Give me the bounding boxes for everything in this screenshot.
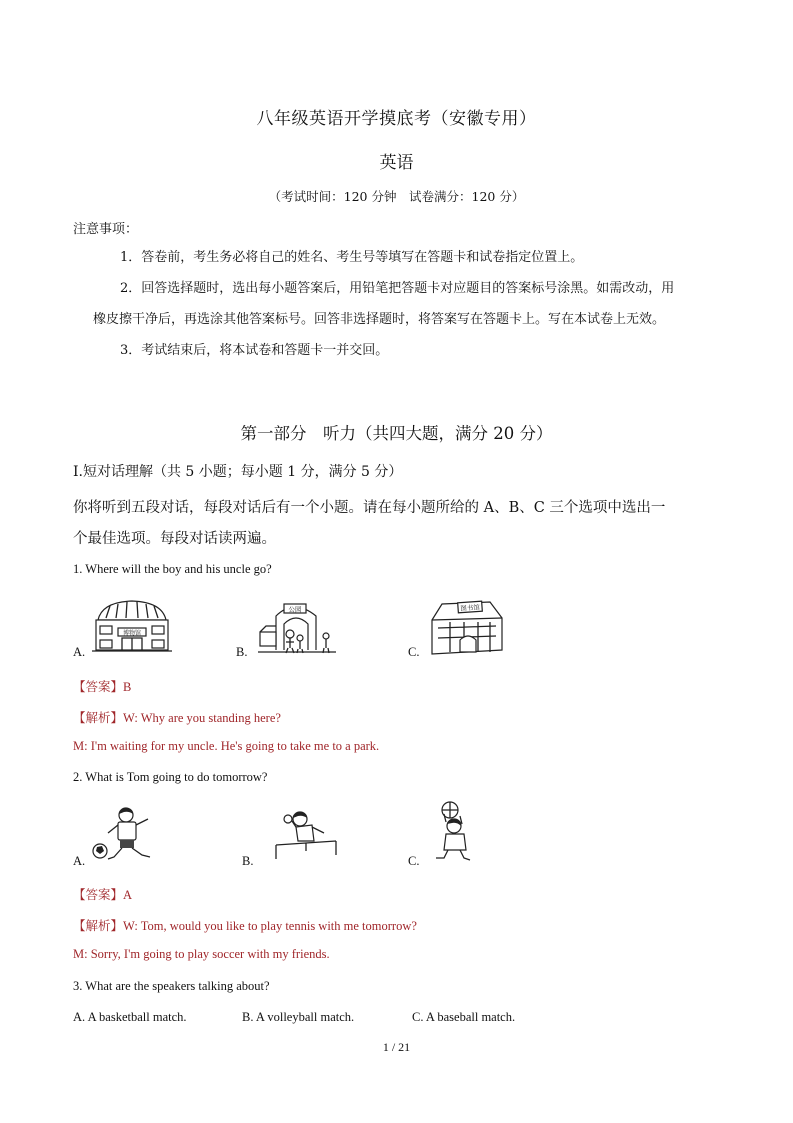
- library-building-icon: [428, 598, 506, 656]
- question-2-prompt: 2. What is Tom going to do tomorrow?: [73, 770, 268, 784]
- q3-option-b: B. A volleyball match.: [242, 1010, 355, 1024]
- boy-playing-table-tennis-icon: [272, 805, 340, 863]
- analysis-tag: 【解析】: [73, 711, 124, 725]
- answer-value: A: [123, 888, 133, 902]
- notice-item-2-line-2: 橡皮擦干净后，再选涂其他答案标号。回答非选择题时，将答案写在答题卡上。写在本试卷上无效。: [93, 312, 666, 327]
- notice-heading: 注意事项：: [73, 222, 139, 237]
- notice-item-3: 3．考试结束后，将本试卷和答题卡一并交回。: [120, 343, 389, 358]
- library-sign-text: 图书馆: [460, 603, 481, 613]
- notice-item-2-line-1: 2．回答选择题时，选出每小题答案后，用铅笔把答题卡对应题目的答案标号涂黑。如需改动，用: [120, 281, 675, 296]
- museum-sign-text: 博物馆: [122, 630, 142, 637]
- question-3-prompt: 3. What are the speakers talking about?: [73, 979, 270, 993]
- q1-analysis-line-2: M: I'm waiting for my uncle. He's going to take me to a park.: [73, 739, 380, 753]
- answer-value: B: [123, 680, 132, 694]
- q2-answer: [73, 885, 132, 903]
- museum-building-icon: [92, 598, 172, 654]
- q1-answer: [73, 677, 131, 695]
- q2-option-b-label: B.: [242, 854, 254, 868]
- subject-title: 英语: [379, 153, 414, 173]
- notice-item-1: 1．答卷前，考生务必将自己的姓名、考生号等填写在答题卡和试卷指定位置上。: [120, 250, 584, 265]
- section-heading: Ⅰ.短对话理解（共 5 小题；每小题 1 分，满分 5 分）: [73, 464, 403, 480]
- exam-title: 八年级英语开学摸底考（安徽专用）: [256, 109, 537, 129]
- q3-option-a: A. A basketball match.: [73, 1010, 187, 1024]
- q2-analysis-line-2: M: Sorry, I'm going to play soccer with my friends.: [73, 947, 330, 961]
- q1-option-b-label: B.: [236, 645, 248, 659]
- q1-analysis-line-1: [73, 708, 281, 726]
- page-number: 1 / 21: [382, 1040, 411, 1054]
- park-sign-text: 公园: [288, 605, 302, 614]
- boy-playing-basketball-icon: [430, 800, 480, 864]
- analysis-text: W: Tom, would you like to play tennis with me tomorrow?: [123, 919, 417, 933]
- q2-analysis-line-1: [73, 916, 417, 934]
- answer-tag: 【答案】: [73, 888, 124, 902]
- boy-playing-soccer-icon: [92, 805, 164, 865]
- section-intro-line-1: 你将听到五段对话，每段对话后有一个小题。请在每小题所给的 A、B、C 三个选项中选出一: [73, 500, 666, 516]
- q2-option-a-label: A.: [73, 854, 86, 868]
- q1-option-c-label: C.: [408, 645, 420, 659]
- analysis-text: W: Why are you standing here?: [123, 711, 281, 725]
- exam-info: （考试时间：120 分钟 试卷满分：120 分）: [268, 189, 525, 204]
- answer-tag: 【答案】: [73, 680, 124, 694]
- q1-option-a-label: A.: [73, 645, 86, 659]
- analysis-tag: 【解析】: [73, 919, 124, 933]
- park-gate-icon: [258, 598, 336, 654]
- section-intro-line-2: 个最佳选项。每段对话读两遍。: [73, 531, 276, 547]
- part-heading: 第一部分 听力（共四大题，满分 20 分）: [240, 424, 553, 443]
- q2-option-c-label: C.: [408, 854, 420, 868]
- q3-option-c: C. A baseball match.: [412, 1010, 516, 1024]
- question-1-prompt: 1. Where will the boy and his uncle go?: [73, 562, 272, 576]
